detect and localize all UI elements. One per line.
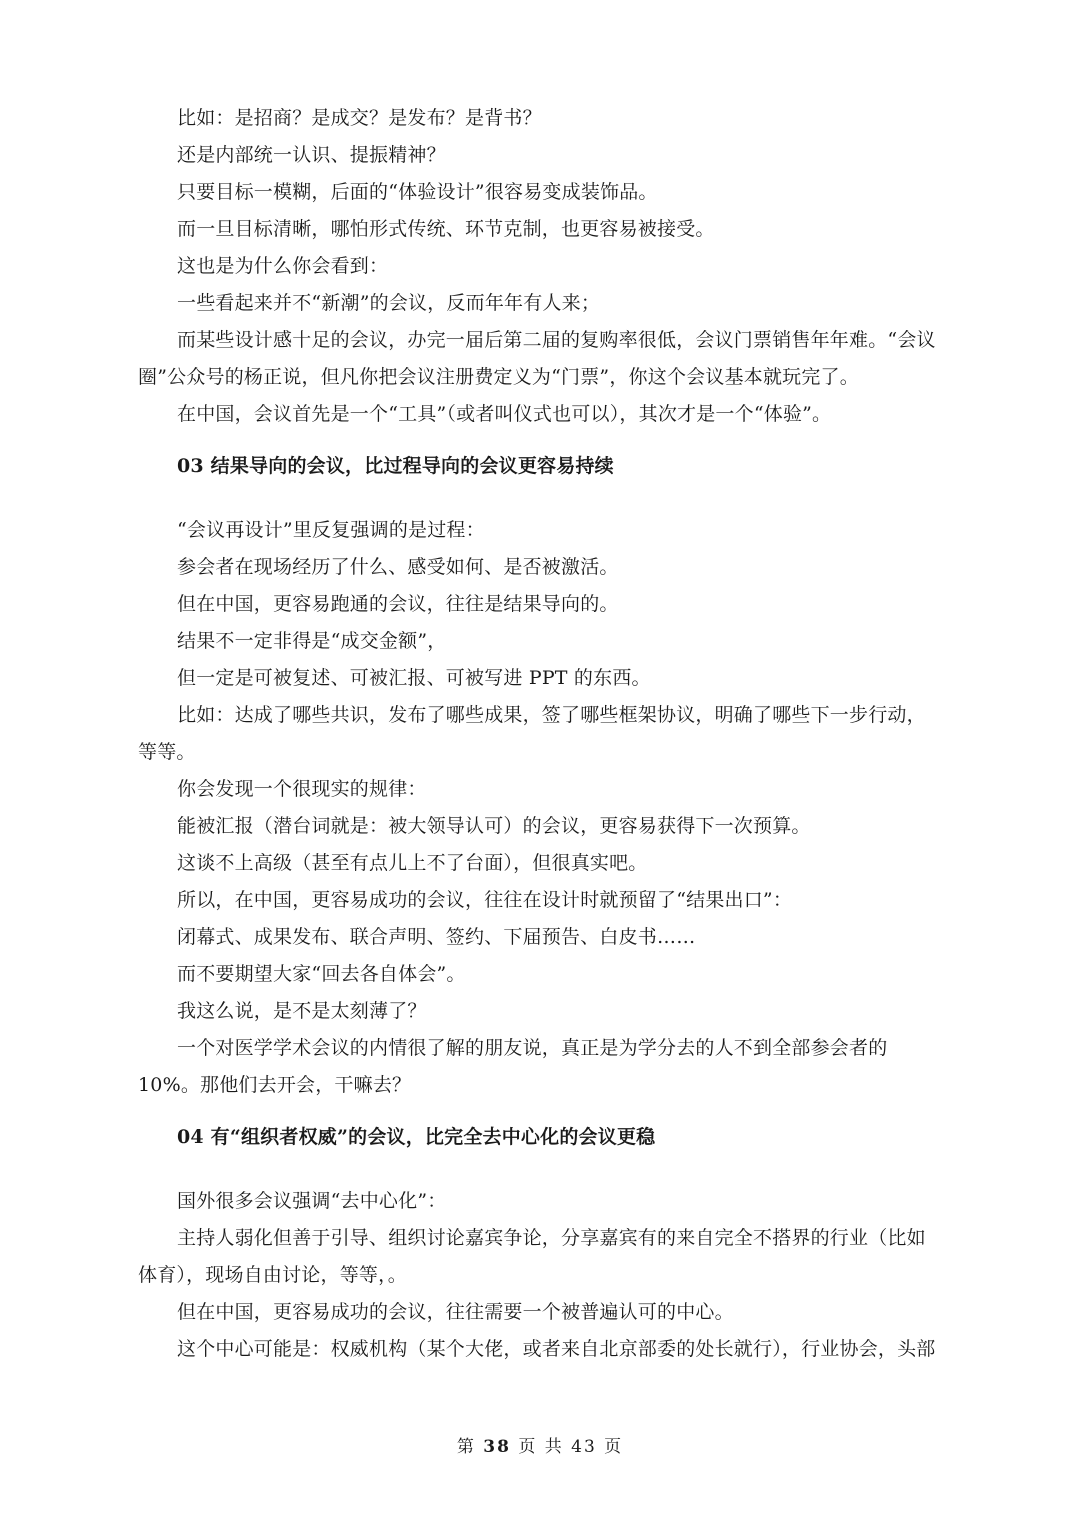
total-page-number: 43 — [571, 1437, 597, 1457]
paragraph: 比如：是招商？是成交？是发布？是背书？ — [177, 107, 542, 129]
footer-suffix: 页 — [604, 1437, 624, 1457]
paragraph: 这个中心可能是：权威机构（某个大佬，或者来自北京部委的处长就行），行业协会，头部 — [177, 1338, 936, 1360]
section-heading-03: 03 结果导向的会议，比过程导向的会议更容易持续 — [177, 455, 614, 477]
paragraph: 一个对医学学术会议的内情很了解的朋友说，真正是为学分去的人不到全部参会者的 10%。那他们去开会，干嘛去？ — [138, 1037, 888, 1096]
paragraph: 参会者在现场经历了什么、感受如何、是否被激活。 — [177, 556, 619, 578]
paragraph: 还是内部统一认识、提振精神？ — [177, 144, 446, 166]
paragraph: 结果不一定非得是“成交金额”， — [177, 630, 447, 652]
paragraph: 能被汇报（潜台词就是：被大领导认可）的会议，更容易获得下一次预算。 — [177, 815, 811, 837]
paragraph: 而一旦目标清晰，哪怕形式传统、环节克制，也更容易被接受。 — [177, 218, 715, 240]
paragraph: 但在中国，更容易跑通的会议，往往是结果导向的。 — [177, 593, 619, 615]
paragraph: 比如：达成了哪些共识，发布了哪些成果，签了哪些框架协议，明确了哪些下一步行动，等等。 — [138, 704, 926, 763]
current-page-number: 38 — [483, 1437, 511, 1457]
paragraph: “会议再设计”里反复强调的是过程： — [177, 519, 485, 541]
paragraph: 闭幕式、成果发布、联合声明、签约、下届预告、白皮书…… — [177, 926, 696, 948]
section-heading-04: 04 有“组织者权威”的会议，比完全去中心化的会议更稳 — [177, 1126, 656, 1148]
paragraph: 这也是为什么你会看到： — [177, 255, 389, 277]
paragraph: 而某些设计感十足的会议，办完一届后第二届的复购率很低，会议门票销售年年难。“会议圈”公众号的杨正说，但凡你把会议注册费定义为“门票”，你这个会议基本就玩完了。 — [138, 329, 936, 388]
paragraph: 而不要期望大家“回去各自体会”。 — [177, 963, 466, 985]
footer-middle: 页 共 — [518, 1437, 564, 1457]
paragraph: 在中国，会议首先是一个“工具”（或者叫仪式也可以），其次才是一个“体验”。 — [177, 403, 832, 425]
paragraph: 所以，在中国，更容易成功的会议，往往在设计时就预留了“结果出口”： — [177, 889, 793, 911]
paragraph: 我这么说，是不是太刻薄了？ — [177, 1000, 427, 1022]
paragraph: 主持人弱化但善于引导、组织讨论嘉宾争论，分享嘉宾有的来自完全不搭界的行业（比如体育），现场自由讨论，等等，。 — [138, 1227, 926, 1286]
paragraph: 但一定是可被复述、可被汇报、可被写进 PPT 的东西。 — [177, 667, 651, 689]
page-footer — [0, 1435, 1080, 1459]
page-body — [138, 100, 938, 1368]
paragraph: 这谈不上高级（甚至有点儿上不了台面），但很真实吧。 — [177, 852, 648, 874]
paragraph: 一些看起来并不“新潮”的会议，反而年年有人来； — [177, 292, 601, 314]
paragraph: 只要目标一模糊，后面的“体验设计”很容易变成装饰品。 — [177, 181, 658, 203]
paragraph: 国外很多会议强调“去中心化”： — [177, 1190, 447, 1212]
paragraph: 但在中国，更容易成功的会议，往往需要一个被普遍认可的中心。 — [177, 1301, 734, 1323]
paragraph: 你会发现一个很现实的规律： — [177, 778, 427, 800]
footer-prefix: 第 — [456, 1437, 476, 1457]
